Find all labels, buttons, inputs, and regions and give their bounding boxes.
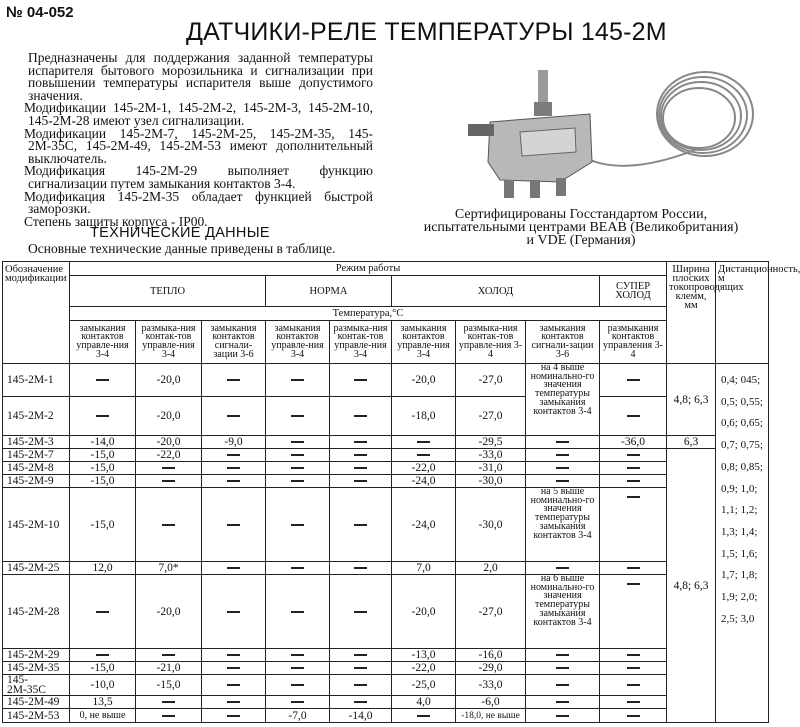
table-row: [3, 696, 769, 709]
dash-cell: [526, 449, 600, 462]
dash-cell: [392, 449, 456, 462]
value-cell: 12,0: [70, 562, 136, 575]
distance-value: 1,1; 1,2;: [721, 504, 758, 517]
dash-cell: [330, 562, 392, 575]
table-row: [3, 364, 769, 397]
dash-cell: [202, 397, 266, 436]
value-cell: 4,0: [392, 696, 456, 709]
intro-paragraph: Модификация 145-2М-29 выполняет функцию сигнализации путем замыкания контактов 3-4.: [24, 163, 373, 191]
table-row: [3, 562, 769, 575]
col-header-width: Ширина плоских токопроводящих клемм, мм: [667, 262, 716, 364]
dash-cell: [392, 436, 456, 449]
dash-cell: [202, 575, 266, 649]
distance-value: 2,5; 3,0: [721, 612, 755, 625]
value-cell: -20,0: [136, 575, 202, 649]
dash-cell: [392, 709, 456, 723]
thermostat-photo: [460, 52, 760, 202]
model-cell: 145-2М-10: [3, 488, 70, 562]
dash-cell: [526, 436, 600, 449]
terminal-width-cell: 4,8; 6,3: [667, 364, 716, 436]
value-cell: -18,0, не выше: [456, 709, 526, 723]
dash-cell: [330, 649, 392, 662]
mode-norm: НОРМА: [266, 276, 392, 307]
dash-cell: [136, 709, 202, 723]
distance-value: 1,5; 1,6;: [721, 547, 758, 560]
dash-cell: [600, 675, 667, 696]
dash-cell: [202, 696, 266, 709]
dash-cell: [266, 364, 330, 397]
table-row: [3, 575, 769, 649]
dash-cell: [330, 462, 392, 475]
dash-cell: [266, 462, 330, 475]
value-cell: 13,5: [70, 696, 136, 709]
dash-cell: [136, 488, 202, 562]
value-cell: -10,0: [70, 675, 136, 696]
sub-header: замыкания контактов сигнали-зации 3-6: [202, 321, 266, 364]
dash-cell: [136, 475, 202, 488]
dash-cell: [202, 475, 266, 488]
certification-note: [398, 208, 764, 247]
signal-note: на 5 выше номинально-го значения температуры замыкания контактов 3-4: [526, 488, 600, 562]
value-cell: -33,0: [456, 675, 526, 696]
dash-cell: [266, 562, 330, 575]
value-cell: -25,0: [392, 675, 456, 696]
dash-cell: [330, 436, 392, 449]
dash-cell: [330, 696, 392, 709]
dash-cell: [526, 675, 600, 696]
value-cell: -29,5: [456, 436, 526, 449]
value-cell: -9,0: [202, 436, 266, 449]
model-cell: 145-2М-35С: [3, 675, 70, 696]
mode-cold: ХОЛОД: [392, 276, 600, 307]
model-cell: 145-2М-28: [3, 575, 70, 649]
distance-value: 1,9; 2,0;: [721, 591, 758, 604]
value-cell: 7,0*: [136, 562, 202, 575]
value-cell: 0, не выше: [70, 709, 136, 723]
col-header-distance: Дистанционность, м: [716, 262, 769, 364]
model-cell: 145-2М-3: [3, 436, 70, 449]
model-cell: 145-2М-25: [3, 562, 70, 575]
intro-text: [24, 50, 373, 229]
value-cell: -24,0: [392, 488, 456, 562]
signal-note: на 6 выше номинально-го значения температуры замыкания контактов 3-4: [526, 575, 600, 649]
dash-cell: [202, 449, 266, 462]
distance-value: 1,3; 1,4;: [721, 525, 758, 538]
dash-cell: [526, 696, 600, 709]
value-cell: -20,0: [136, 364, 202, 397]
model-cell: 145-2М-49: [3, 696, 70, 709]
distance-value: 0,6; 0,65;: [721, 417, 763, 430]
value-cell: -20,0: [392, 575, 456, 649]
dash-cell: [202, 562, 266, 575]
table-row: [3, 462, 769, 475]
value-cell: -33,0: [456, 449, 526, 462]
distance-value: 0,5; 0,55;: [721, 395, 763, 408]
dash-cell: [600, 462, 667, 475]
value-cell: -29,0: [456, 662, 526, 675]
dash-cell: [330, 364, 392, 397]
distance-value: 1,7; 1,8;: [721, 569, 758, 582]
temperature-label: Температура,°С: [70, 307, 667, 321]
dash-cell: [202, 709, 266, 723]
dash-cell: [202, 649, 266, 662]
value-cell: -24,0: [392, 475, 456, 488]
dash-cell: [526, 709, 600, 723]
value-cell: -27,0: [456, 575, 526, 649]
value-cell: -18,0: [392, 397, 456, 436]
value-cell: -20,0: [392, 364, 456, 397]
dash-cell: [600, 397, 667, 436]
dash-cell: [600, 649, 667, 662]
sub-header: замыкания контактов управле-ния 3-4: [392, 321, 456, 364]
dash-cell: [330, 397, 392, 436]
dash-cell: [202, 675, 266, 696]
col-header-model: Обозначение модификации: [3, 262, 70, 364]
value-cell: -13,0: [392, 649, 456, 662]
distance-value: 0,9; 1,0;: [721, 482, 758, 495]
dash-cell: [136, 462, 202, 475]
dash-cell: [70, 649, 136, 662]
dash-cell: [70, 397, 136, 436]
cert-line: Сертифицированы Госстандартом России,: [454, 207, 708, 222]
value-cell: -14,0: [330, 709, 392, 723]
model-cell: 145-2М-8: [3, 462, 70, 475]
value-cell: -30,0: [456, 488, 526, 562]
model-cell: 145-2М-35: [3, 662, 70, 675]
dash-cell: [600, 488, 667, 562]
mode-super-cold: СУПЕР ХОЛОД: [600, 276, 667, 307]
value-cell: -22,0: [136, 449, 202, 462]
dash-cell: [600, 475, 667, 488]
model-cell: 145-2М-2: [3, 397, 70, 436]
terminal-width-cell: 6,3: [667, 436, 716, 449]
value-cell: -15,0: [70, 662, 136, 675]
dash-cell: [330, 575, 392, 649]
table-row: [3, 662, 769, 675]
value-cell: -20,0: [136, 397, 202, 436]
value-cell: -15,0: [70, 488, 136, 562]
intro-paragraph: Модификация 145-2М-35 обладает функцией быстрой заморозки.: [24, 188, 373, 217]
signal-note: на 4 выше номинально-го значения температуры замыкания контактов 3-4: [526, 364, 600, 436]
distance-value: 0,7; 0,75;: [721, 439, 763, 452]
dash-cell: [266, 649, 330, 662]
dash-cell: [600, 562, 667, 575]
dash-cell: [202, 462, 266, 475]
distance-value: 0,8; 0,85;: [721, 460, 763, 473]
page-title: ДАТЧИКИ-РЕЛЕ ТЕМПЕРАТУРЫ 145-2М: [186, 18, 667, 46]
value-cell: -15,0: [70, 462, 136, 475]
table-row: [3, 488, 769, 562]
dash-cell: [266, 397, 330, 436]
value-cell: -15,0: [136, 675, 202, 696]
section-heading: ТЕХНИЧЕСКИЕ ДАННЫЕ: [90, 225, 270, 241]
table-row: [3, 675, 769, 696]
intro-paragraph: Степень защиты корпуса - IP00.: [24, 213, 208, 229]
dash-cell: [330, 475, 392, 488]
table-row: [3, 397, 769, 436]
table-row: [3, 449, 769, 462]
value-cell: -22,0: [392, 662, 456, 675]
value-cell: -27,0: [456, 397, 526, 436]
model-cell: 145-2М-29: [3, 649, 70, 662]
value-cell: -15,0: [70, 449, 136, 462]
value-cell: -27,0: [456, 364, 526, 397]
dash-cell: [266, 488, 330, 562]
model-cell: 145-2М-7: [3, 449, 70, 462]
sub-header: размыка-ния контак-тов управле-ния 3-4: [456, 321, 526, 364]
mode-warm: ТЕПЛО: [70, 276, 266, 307]
value-cell: 7,0: [392, 562, 456, 575]
value-cell: -31,0: [456, 462, 526, 475]
model-cell: 145-2М-1: [3, 364, 70, 397]
col-header-mode: Режим работы: [70, 262, 667, 276]
dash-cell: [600, 575, 667, 649]
intro-paragraph: Модификации 145-2М-1, 145-2М-2, 145-2М-3, 145-2М-10, 145-2М-28 имеют узел сигнализации.: [24, 100, 373, 128]
sub-header: замыкания контактов управле-ния 3-4: [266, 321, 330, 364]
value-cell: -14,0: [70, 436, 136, 449]
dash-cell: [330, 662, 392, 675]
distance-value: 0,4; 045;: [721, 374, 761, 386]
table-row: [3, 709, 769, 723]
dash-cell: [330, 449, 392, 462]
dash-cell: [202, 364, 266, 397]
dash-cell: [136, 649, 202, 662]
dash-cell: [202, 488, 266, 562]
dash-cell: [266, 436, 330, 449]
value-cell: -15,0: [70, 475, 136, 488]
dash-cell: [330, 488, 392, 562]
dash-cell: [600, 696, 667, 709]
document-number: № 04-052: [6, 4, 74, 21]
value-cell: -30,0: [456, 475, 526, 488]
dash-cell: [136, 696, 202, 709]
value-cell: -7,0: [266, 709, 330, 723]
value-cell: -22,0: [392, 462, 456, 475]
dash-cell: [266, 662, 330, 675]
value-cell: -36,0: [600, 436, 667, 449]
cert-line: и VDE (Германия): [526, 233, 636, 248]
distance-cell: [716, 364, 769, 723]
dash-cell: [266, 675, 330, 696]
sub-header: размыка-ния контак-тов управле-ния 3-4: [136, 321, 202, 364]
dash-cell: [600, 364, 667, 397]
table-row: [3, 436, 769, 449]
dash-cell: [600, 449, 667, 462]
model-cell: 145-2М-53: [3, 709, 70, 723]
value-cell: -20,0: [136, 436, 202, 449]
dash-cell: [70, 575, 136, 649]
dash-cell: [526, 649, 600, 662]
cert-line: испытательными центрами BEAB (Великобритания): [423, 220, 739, 235]
sub-header: замыкания контактов управле-ния 3-4: [70, 321, 136, 364]
terminal-width-cell: 4,8; 6,3: [667, 449, 716, 723]
section-subtitle: Основные технические данные приведены в таблице.: [28, 241, 336, 256]
dash-cell: [526, 462, 600, 475]
intro-paragraph: Модификации 145-2М-7, 145-2М-25, 145-2М-35, 145-2М-35С, 145-2М-49, 145-2М-53 имеют дополнительный выключатель.: [24, 125, 373, 166]
intro-paragraph: Предназначены для поддержания заданной температуры испарителя бытового морозильника и сигнализации при повышении температуры испарителя выше допустимого значения.: [28, 50, 373, 103]
dash-cell: [70, 364, 136, 397]
sub-header: замыкания контактов сигнали-зации 3-6: [526, 321, 600, 364]
dash-cell: [266, 696, 330, 709]
sub-header: размыка-ния контак-тов управле-ния 3-4: [330, 321, 392, 364]
dash-cell: [266, 449, 330, 462]
value-cell: -16,0: [456, 649, 526, 662]
dash-cell: [600, 662, 667, 675]
dash-cell: [526, 662, 600, 675]
value-cell: -6,0: [456, 696, 526, 709]
spec-table: [2, 261, 800, 723]
model-cell: 145-2М-9: [3, 475, 70, 488]
dash-cell: [330, 675, 392, 696]
value-cell: 2,0: [456, 562, 526, 575]
dash-cell: [600, 709, 667, 723]
dash-cell: [202, 662, 266, 675]
value-cell: -21,0: [136, 662, 202, 675]
dash-cell: [266, 475, 330, 488]
dash-cell: [266, 575, 330, 649]
table-row: [3, 475, 769, 488]
sub-header: размыкания контактов управления 3-4: [600, 321, 667, 364]
table-row: [3, 649, 769, 662]
